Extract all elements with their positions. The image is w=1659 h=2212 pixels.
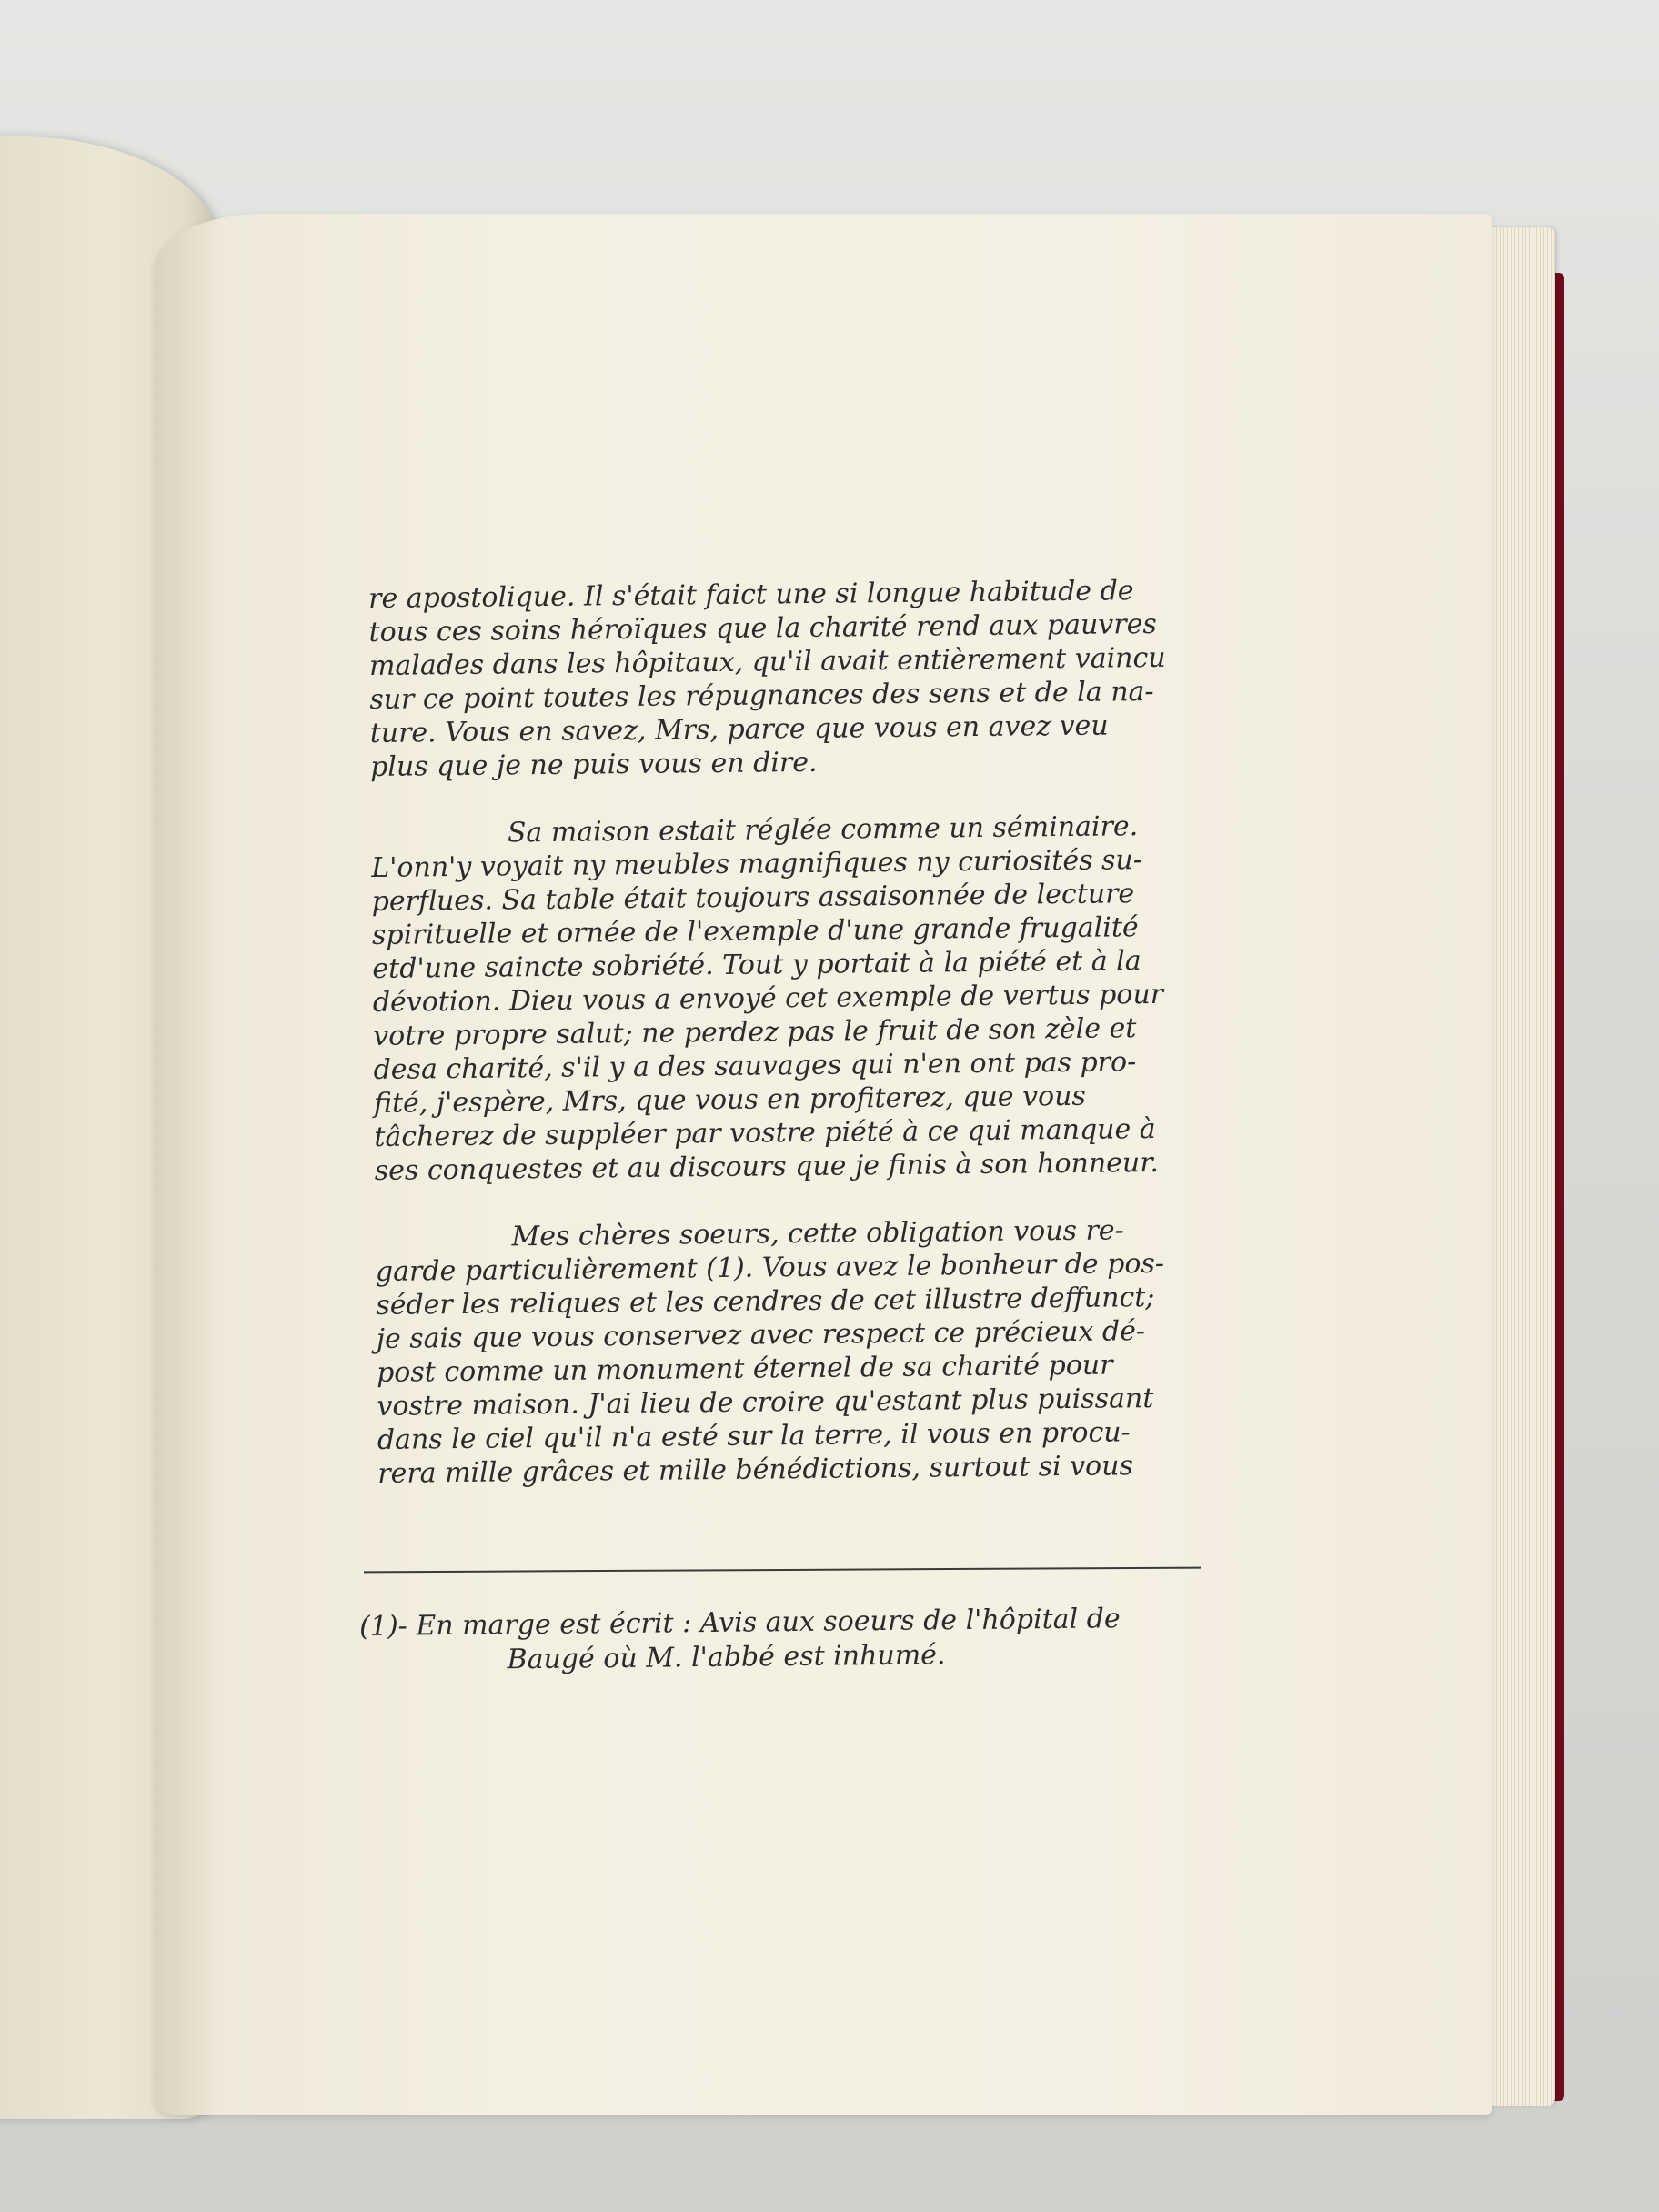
text-line: Sa maison estait réglée comme un séminaire. <box>507 810 1139 850</box>
text-line: séder les reliques et les cendres de cet illustre deffunct; <box>376 1281 1155 1322</box>
text-line: tous ces soins héroïques que la charité rend aux pauvres <box>368 608 1157 649</box>
paragraph-2 <box>371 809 1221 1188</box>
text-line: vostre maison. J'ai lieu de croire qu'estant plus puissant <box>377 1382 1154 1423</box>
body-text <box>368 573 1223 1491</box>
text-line: rera mille grâces et mille bénédictions, surtout si vous <box>377 1450 1134 1490</box>
text-line: perflues. Sa table était toujours assaisonnée de lecture <box>371 878 1135 918</box>
footnote-line: (1)- En marge est écrit : Avis aux soeurs de l'hôpital de <box>359 1603 1121 1643</box>
text-line: je sais que vous conservez avec respect ce précieux dé- <box>376 1315 1146 1355</box>
text-line: dans le ciel qu'il n'a esté sur la terre, il vous en procu- <box>377 1416 1131 1456</box>
footnote-line: Baugé où M. l'abbé est inhumé. <box>507 1639 946 1676</box>
text-line: ses conquestes et au discours que je finis à son honneur. <box>374 1146 1160 1187</box>
text-line: spirituelle et ornée de l'exemple d'une grande frugalité <box>371 911 1139 951</box>
text-line: etd'une saincte sobriété. Tout y portait à la piété et à la <box>372 945 1141 985</box>
text-line: sur ce point toutes les répugnances des sens et de la na- <box>369 675 1154 716</box>
text-line: ture. Vous en savez, Mrs, parce que vous en avez veu <box>369 709 1109 749</box>
text-line: re apostolique. Il s'était faict une si longue habitude de <box>368 575 1134 615</box>
text-line: plus que je ne puis vous en dire. <box>369 746 818 783</box>
paragraph-1 <box>368 573 1216 784</box>
footnote <box>359 1601 1224 1679</box>
text-line: votre propre salut; ne perdez pas le fruit de son zèle et <box>373 1012 1137 1052</box>
paragraph-3 <box>375 1212 1223 1491</box>
text-line: desa charité, s'il y a des sauvages qui n'en ont pas pro- <box>373 1046 1137 1086</box>
text-line: L'onn'y voyait ny meubles magnifiques ny curiosités su- <box>371 844 1143 884</box>
text-line: tâcherez de suppléer par vostre piété à ce qui manque à <box>374 1112 1156 1153</box>
text-line: garde particulièrement (1). Vous avez le bonheur de pos- <box>375 1247 1165 1288</box>
text-line: Mes chères soeurs, cette obligation vous re- <box>511 1214 1124 1253</box>
text-line: post comme un monument éternel de sa charité pour <box>376 1349 1113 1389</box>
text-line: fité, j'espère, Mrs, que vous en profiterez, que vous <box>373 1080 1087 1120</box>
text-line: dévotion. Dieu vous a envoyé cet exemple de vertus pour <box>372 978 1164 1019</box>
text-line: malades dans les hôpitaux, qu'il avait entièrement vaincu <box>368 641 1166 682</box>
